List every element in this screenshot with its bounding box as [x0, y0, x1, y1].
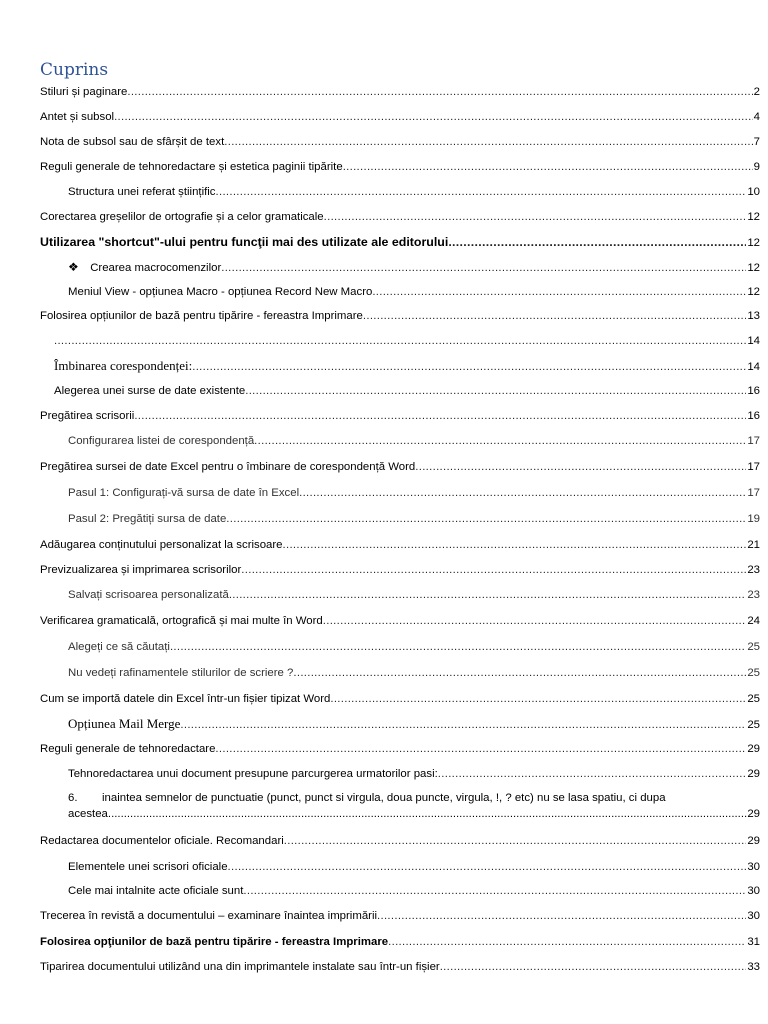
- toc-entry-label: Nota de subsol sau de sfârșit de text: [40, 136, 225, 148]
- dot-leader: [323, 613, 747, 629]
- toc-entry-page: 25: [747, 641, 760, 653]
- dot-leader: [363, 308, 746, 324]
- dot-leader: [228, 859, 747, 875]
- diamond-bullet-icon: ❖: [68, 260, 79, 274]
- toc-entry-label: Antet și subsol: [40, 111, 115, 123]
- toc-entry-page: 25: [747, 667, 760, 679]
- toc-subentry[interactable]: [68, 259, 760, 275]
- toc-entry-page: 19: [747, 513, 760, 525]
- dot-leader: [170, 639, 746, 655]
- dot-leader: [324, 209, 747, 225]
- dot-leader: [192, 359, 746, 375]
- dot-leader: [372, 284, 746, 300]
- dot-leader: [127, 84, 752, 100]
- toc-entry-label: Cum se importă datele din Excel într-un fișier tipizat Word: [40, 693, 331, 705]
- dot-leader: [245, 383, 746, 399]
- toc-entry-label: Utilizarea "shortcut"-ului pentru funcţii mai des utilizate ale editorului: [40, 235, 449, 249]
- toc-entry-page: 2: [753, 86, 760, 98]
- toc-entry-label: Folosirea opţiunilor de bază pentru tipărire - fereastra Imprimare: [40, 936, 389, 948]
- toc-subentry[interactable]: [68, 883, 760, 899]
- toc-entry[interactable]: [40, 308, 760, 324]
- toc-entry-label: Previzualizarea și imprimarea scrisorilor: [40, 564, 242, 576]
- toc-wrapped-line-1: [68, 790, 760, 806]
- dot-leader: [448, 234, 746, 250]
- dot-leader: [221, 260, 746, 276]
- toc-subentry[interactable]: [68, 587, 760, 603]
- toc-entry[interactable]: [40, 209, 760, 225]
- toc-entry-label: Tiparirea documentului utilizând una din imprimantele instalate sau într-un fișier: [40, 961, 440, 973]
- toc-entry[interactable]: [40, 537, 760, 553]
- toc-entry-label: Reguli generale de tehnoredactare: [40, 743, 216, 755]
- toc-entry[interactable]: [40, 159, 760, 175]
- dot-leader: [243, 883, 746, 899]
- toc-entry-label: Nu vedeți rafinamentele stilurilor de scriere ?: [68, 667, 294, 679]
- toc-subentry[interactable]: [68, 859, 760, 875]
- toc-entry-page: 30: [747, 910, 760, 922]
- toc-entry[interactable]: [40, 613, 760, 629]
- toc-entry-page: 12: [747, 237, 760, 249]
- toc-entry-page: 29: [747, 743, 760, 755]
- toc-entry-label: Pregătirea sursei de date Excel pentru o îmbinare de corespondență Word: [40, 461, 416, 473]
- toc-entry-page: 29: [747, 835, 760, 847]
- list-number: 6.: [68, 792, 78, 804]
- toc-subentry[interactable]: [54, 358, 760, 374]
- toc-entry[interactable]: [40, 741, 760, 757]
- toc-entry-page: 14: [747, 335, 760, 347]
- toc-entry-page: 10: [747, 186, 760, 198]
- dot-leader: [241, 562, 746, 578]
- toc-subentry[interactable]: [68, 184, 760, 200]
- toc-entry[interactable]: [40, 134, 760, 150]
- toc-entry-label: Alegerea unei surse de date existente: [54, 385, 246, 397]
- toc-entry[interactable]: [40, 908, 760, 924]
- toc-entry[interactable]: [40, 833, 760, 849]
- toc-entry-label: Folosirea opțiunilor de bază pentru tipărire - fereastra Imprimare: [40, 310, 363, 322]
- toc-entry-label: Pasul 2: Pregătiți sursa de date: [68, 513, 227, 525]
- toc-subentry[interactable]: [54, 333, 760, 349]
- toc-subentry[interactable]: [68, 665, 760, 681]
- toc-entry-page: 30: [747, 861, 760, 873]
- toc-entry-page: 17: [747, 487, 760, 499]
- toc-entry[interactable]: [40, 691, 760, 707]
- toc-entry-page: 25: [747, 693, 760, 705]
- toc-subentry-wrapped[interactable]: [68, 790, 760, 822]
- toc-entry-page: 24: [747, 615, 760, 627]
- dot-leader: [254, 433, 746, 449]
- toc-subentry[interactable]: [68, 284, 760, 300]
- toc-entry-page: 12: [747, 286, 760, 298]
- toc-wrapped-line-2: [68, 806, 760, 822]
- toc-entry-page: 30: [747, 885, 760, 897]
- toc-entry-label: Configurarea listei de corespondență: [68, 435, 255, 447]
- toc-entry-label: Stiluri și paginare: [40, 86, 128, 98]
- toc-entry[interactable]: [40, 959, 760, 975]
- toc-entry-page: 25: [747, 719, 760, 731]
- toc-entry-label: Meniul View - opțiunea Macro - opțiunea Record New Macro: [68, 286, 373, 298]
- dot-leader: [215, 741, 746, 757]
- dot-leader: [388, 934, 746, 950]
- toc-entry-label: Corectarea greșelilor de ortografie și a celor gramaticale: [40, 211, 324, 223]
- dot-leader: [293, 665, 746, 681]
- dot-leader: [229, 587, 747, 603]
- toc-subentry[interactable]: [68, 511, 760, 527]
- toc-entry-label: Pasul 1: Configurați-vă sursa de date în Excel: [68, 487, 300, 499]
- toc-entry-label: Alegeți ce să căutați: [68, 641, 170, 653]
- toc-entry-page: 7: [753, 136, 760, 148]
- toc-title: Cuprins: [40, 60, 109, 80]
- toc-entry[interactable]: [40, 234, 760, 250]
- toc-entry-page: 29: [747, 768, 760, 780]
- toc-entry-page: 12: [747, 262, 760, 274]
- toc-subentry[interactable]: [68, 433, 760, 449]
- toc-entry-page: 9: [753, 161, 760, 173]
- dot-leader: [54, 333, 746, 349]
- toc-subentry[interactable]: [54, 383, 760, 399]
- toc-entry-label: Verificarea gramaticală, ortografică și mai multe în Word: [40, 615, 323, 627]
- toc-entry-label: Elementele unei scrisori oficiale: [68, 861, 228, 873]
- dot-leader: [415, 459, 746, 475]
- toc-entry-label: Opțiunea Mail Merge: [68, 716, 181, 731]
- toc-entry[interactable]: [40, 562, 760, 578]
- dot-leader: [343, 159, 753, 175]
- toc-entry-page: 23: [747, 564, 760, 576]
- toc-entry-page: 29: [747, 808, 760, 820]
- dot-leader: [377, 908, 746, 924]
- dot-leader: [108, 806, 747, 822]
- toc-entry-label: Crearea macrocomenzilor: [90, 262, 222, 274]
- dot-leader: [299, 485, 746, 501]
- toc-entry-label: Redactarea documentelor oficiale. Recomandari: [40, 835, 284, 847]
- dot-leader: [438, 766, 747, 782]
- toc-subentry[interactable]: [68, 639, 760, 655]
- toc-entry-page: 21: [747, 539, 760, 551]
- toc-entry-page: 23: [747, 589, 760, 601]
- toc-entry-label: Salvați scrisoarea personalizată: [68, 589, 229, 601]
- dot-leader: [284, 833, 747, 849]
- toc-entry-page: 16: [747, 385, 760, 397]
- toc-entry-label: Cele mai intalnite acte oficiale sunt: [68, 885, 244, 897]
- toc-entry-label: Adăugarea conținutului personalizat la scrisoare: [40, 539, 283, 551]
- dot-leader: [283, 537, 747, 553]
- dot-leader: [330, 691, 746, 707]
- toc-subentry[interactable]: [68, 485, 760, 501]
- toc-entry[interactable]: [40, 84, 760, 100]
- dot-leader: [226, 511, 746, 527]
- toc-entry-label: Reguli generale de tehnoredactare și estetica paginii tipărite: [40, 161, 343, 173]
- toc-entry-label: Trecerea în revistă a documentului – examinare înaintea imprimării: [40, 910, 378, 922]
- dot-leader: [180, 717, 746, 733]
- toc-entry-label: Tehnoredactarea unui document presupune parcurgerea urmatorilor pasi:: [68, 768, 438, 780]
- toc-entry-label: Îmbinarea corespondenței:: [54, 358, 193, 373]
- toc-entry-page: 14: [747, 361, 760, 373]
- toc-entry-continuation: acestea: [68, 808, 108, 820]
- toc-entry-label: Pregătirea scrisorii: [40, 410, 135, 422]
- toc-entry-page: 17: [747, 435, 760, 447]
- toc-subentry[interactable]: [68, 766, 760, 782]
- dot-leader: [134, 408, 746, 424]
- dot-leader: [224, 134, 752, 150]
- dot-leader: [440, 959, 747, 975]
- toc-entry-page: 16: [747, 410, 760, 422]
- toc-entry-page: 13: [747, 310, 760, 322]
- toc-entry-page: 33: [747, 961, 760, 973]
- toc-entry-page: 17: [747, 461, 760, 473]
- toc-entry-page: 12: [747, 211, 760, 223]
- toc-subentry[interactable]: [68, 716, 760, 732]
- toc-entry[interactable]: [40, 408, 760, 424]
- toc-entry-label: inaintea semnelor de punctuatie (punct, punct si virgula, doua puncte, virgula, !, ? etc) nu se lasa spatiu, ci dupa: [102, 792, 666, 804]
- toc-entry[interactable]: [40, 934, 760, 950]
- toc-entry-page: 31: [747, 936, 760, 948]
- toc-entry-page: 4: [753, 111, 760, 123]
- toc-entry-label: Structura unei referat științific: [68, 186, 216, 198]
- dot-leader: [216, 184, 747, 200]
- toc-entry[interactable]: [40, 109, 760, 125]
- toc-entry[interactable]: [40, 459, 760, 475]
- dot-leader: [114, 109, 753, 125]
